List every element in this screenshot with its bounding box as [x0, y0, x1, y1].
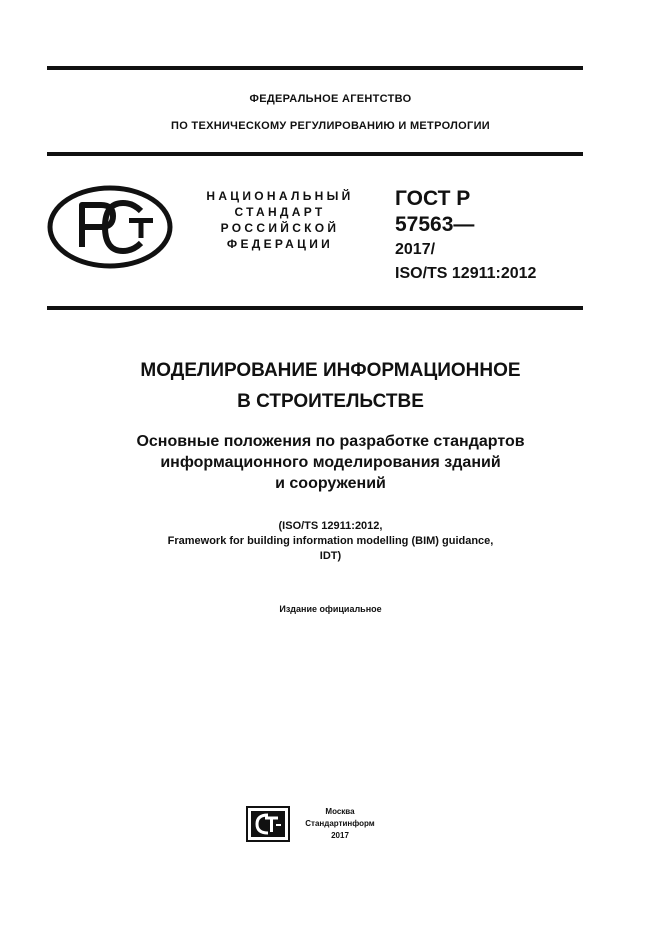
- header-rule: [47, 152, 583, 156]
- publisher-year: 2017: [331, 831, 349, 840]
- publisher-info: [300, 806, 380, 842]
- publisher-logo: [245, 805, 291, 843]
- standard-type-line-1: НАЦИОНАЛЬНЫЙ: [206, 189, 354, 203]
- top-rule: [47, 66, 583, 70]
- title-line-2: В СТРОИТЕЛЬСТВЕ: [237, 391, 424, 412]
- standard-designation: [395, 186, 536, 286]
- designation-rule: [47, 306, 583, 310]
- designation-line-2: 57563—: [395, 213, 475, 236]
- standartinform-logo-icon: [245, 805, 291, 843]
- publisher-name: Стандартинформ: [305, 819, 375, 828]
- publisher-city: Москва: [325, 807, 355, 816]
- gost-r-logo: [47, 185, 173, 269]
- edition-note: Издание официальное: [279, 604, 382, 614]
- intl-line-1: (ISO/TS 12911:2012,: [278, 520, 383, 532]
- subtitle-line-3: и сооружений: [275, 475, 386, 492]
- designation-line-1: ГОСТ Р: [395, 187, 471, 210]
- subtitle-line-1: Основные положения по разработке стандартов: [136, 433, 525, 450]
- designation-line-3: 2017/: [395, 241, 436, 258]
- document-subtitle: [0, 431, 661, 494]
- intl-line-3: IDT): [319, 550, 342, 562]
- document-title: [0, 355, 661, 417]
- agency-line-2: ПО ТЕХНИЧЕСКОМУ РЕГУЛИРОВАНИЮ И МЕТРОЛОГИИ: [171, 120, 490, 132]
- international-reference: [0, 519, 661, 564]
- agency-line-1: ФЕДЕРАЛЬНОЕ АГЕНТСТВО: [249, 93, 412, 105]
- standard-type-line-2: СТАНДАРТ: [234, 205, 326, 219]
- standard-type-line-3: РОССИЙСКОЙ: [220, 221, 340, 235]
- standard-type-line-4: ФЕДЕРАЦИИ: [226, 237, 334, 251]
- title-line-1: МОДЕЛИРОВАНИЕ ИНФОРМАЦИОННОЕ: [140, 360, 521, 381]
- subtitle-line-2: информационного моделирования зданий: [160, 454, 501, 471]
- intl-line-2: Framework for building information modelling (BIM) guidance,: [167, 535, 494, 547]
- gost-r-certification-mark-icon: [47, 185, 173, 269]
- standard-type: [170, 188, 390, 252]
- designation-line-4: ISO/TS 12911:2012: [395, 265, 537, 282]
